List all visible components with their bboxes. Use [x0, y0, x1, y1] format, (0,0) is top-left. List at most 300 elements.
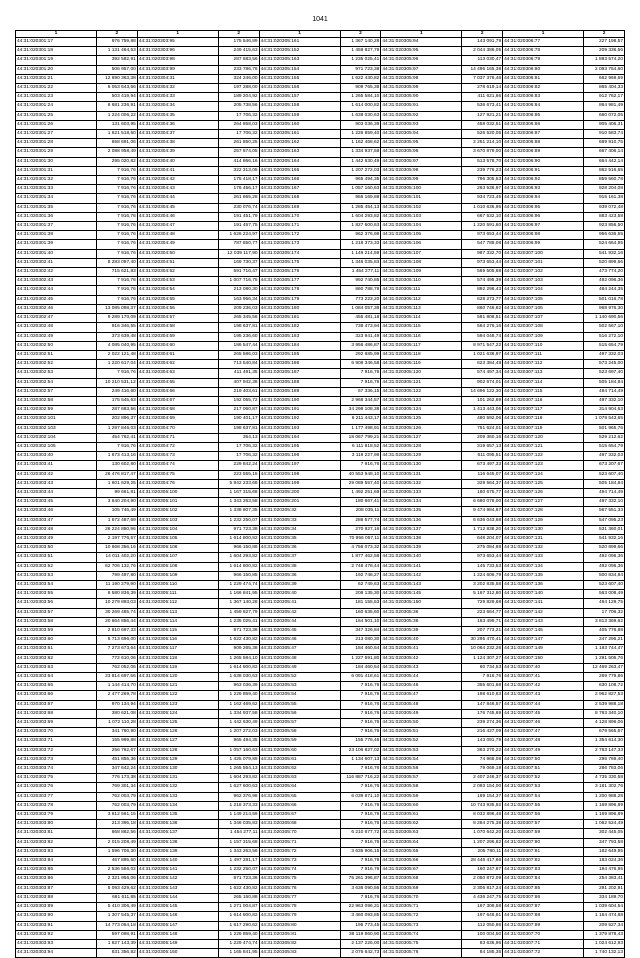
- value-cell: 8 284 275,38: [462, 820, 503, 829]
- value-cell: 323 941,49: [340, 332, 381, 341]
- value-cell: 928 204,08: [584, 185, 625, 194]
- cadastral-number-cell: 44:31:020305:111: [137, 590, 218, 599]
- cadastral-number-cell: 44:31:020301:38: [16, 231, 97, 240]
- value-cell: 229 842,24: [218, 461, 259, 470]
- value-cell: 970 134,94: [96, 700, 137, 709]
- cadastral-number-cell: 44:31:020307:140: [503, 590, 584, 599]
- cadastral-number-cell: 44:31:020304:47: [137, 222, 218, 231]
- value-cell: 1 614 800,82: [218, 663, 259, 672]
- cadastral-number-cell: 44:31:020306:83: [503, 93, 584, 102]
- cadastral-number-cell: 44:31:020305:155: [259, 74, 340, 83]
- cadastral-number-cell: 44:31:020307:86: [503, 893, 584, 902]
- value-cell: 2 810 697,33: [96, 627, 137, 636]
- value-cell: 34 298 108,38: [340, 406, 381, 415]
- value-cell: 1 062 524,49: [584, 820, 625, 829]
- value-cell: 205 738,56: [218, 102, 259, 111]
- value-cell: 524 664,95: [584, 240, 625, 249]
- column-header: 1: [16, 31, 97, 38]
- cadastral-number-cell: 44:31:020305:128: [381, 442, 462, 451]
- value-cell: 6 636 043,68: [462, 516, 503, 525]
- value-cell: 1 226 859,40: [218, 691, 259, 700]
- cadastral-number-cell: 44:31:020303:94: [16, 949, 97, 958]
- cadastral-number-cell: 44:31:020305:134: [381, 498, 462, 507]
- value-cell: 564 276,16: [462, 323, 503, 332]
- value-cell: 2 044 386,05: [462, 47, 503, 56]
- column-header: 2: [96, 31, 137, 38]
- cadastral-number-cell: 44:31:020305:57: [259, 719, 340, 728]
- value-cell: 1 617 290,62: [218, 921, 259, 930]
- cadastral-number-cell: 44:31:020304:54: [137, 286, 218, 295]
- value-cell: 1 622 430,82: [218, 884, 259, 893]
- value-cell: 492 096,36: [584, 562, 625, 571]
- value-cell: 1 604 293,82: [218, 774, 259, 783]
- value-cell: 6 111 818,52: [340, 442, 381, 451]
- value-cell: 581 808,51: [462, 314, 503, 323]
- value-cell: 183 024,36: [584, 857, 625, 866]
- value-cell: 455 481,18: [340, 314, 381, 323]
- cadastral-number-cell: 44:31:020305:185: [259, 350, 340, 359]
- value-cell: 7 273 673,64: [96, 645, 137, 654]
- value-cell: 1 164 474,68: [584, 912, 625, 921]
- cadastral-number-cell: 44:31:020307:102: [503, 268, 584, 277]
- table-row: [16, 930, 625, 939]
- value-cell: 7 916,76: [96, 203, 137, 212]
- cadastral-number-cell: 44:31:020305:192: [259, 415, 340, 424]
- cadastral-number-cell: 44:31:020305:148: [137, 930, 218, 939]
- cadastral-number-cell: 44:31:020303:79: [16, 811, 97, 820]
- value-cell: 1 601 629,25: [96, 479, 137, 488]
- value-cell: 175 418,17: [218, 176, 259, 185]
- value-cell: 7 916,76: [96, 194, 137, 203]
- value-cell: 10 668 356,16: [96, 544, 137, 553]
- table-row: [16, 829, 625, 838]
- cadastral-number-cell: 44:31:020305:38: [259, 562, 340, 571]
- value-cell: 5 167 312,80: [462, 590, 503, 599]
- column-header: 1: [503, 31, 584, 38]
- value-cell: 860 788,78: [340, 286, 381, 295]
- cadastral-number-cell: 44:31:020305:132: [137, 783, 218, 792]
- value-cell: 1 343 263,58: [218, 498, 259, 507]
- value-cell: 1 227 591,80: [340, 654, 381, 663]
- table-row: [16, 746, 625, 755]
- value-cell: 547 095,23: [584, 516, 625, 525]
- table-row: [16, 360, 625, 369]
- value-cell: 2 015 208,49: [96, 838, 137, 847]
- value-cell: 30 295 470,41: [462, 636, 503, 645]
- value-cell: 473 774,20: [584, 268, 625, 277]
- cadastral-number-cell: 44:31:020307:130: [503, 525, 584, 534]
- value-cell: 7 916,76: [96, 295, 137, 304]
- value-cell: 1 413 443,06: [462, 406, 503, 415]
- value-cell: 101 262,69: [462, 396, 503, 405]
- value-cell: 217 060,87: [218, 406, 259, 415]
- value-cell: 9 474 984,67: [462, 507, 503, 516]
- cadastral-number-cell: 44:31:020303:42: [16, 470, 97, 479]
- value-cell: 1 207 272,03: [218, 728, 259, 737]
- table-row: [16, 185, 625, 194]
- cadastral-number-cell: 44:31:020307:49: [503, 746, 584, 755]
- value-cell: 195 773,45: [340, 921, 381, 930]
- cadastral-number-cell: 44:31:020305:152: [259, 47, 340, 56]
- cadastral-number-cell: 44:31:020305:167: [259, 185, 340, 194]
- cadastral-number-cell: 44:31:020305:54: [381, 755, 462, 764]
- table-row: [16, 709, 625, 718]
- cadastral-number-cell: 44:31:020305:133: [137, 792, 218, 801]
- value-cell: 971 723,38: [340, 65, 381, 74]
- table-row: [16, 737, 625, 746]
- cadastral-number-cell: 44:31:020305:122: [381, 387, 462, 396]
- cadastral-number-cell: 44:31:020305:106: [137, 544, 218, 553]
- value-cell: 3 670 879,00: [462, 148, 503, 157]
- table-row: [16, 728, 625, 737]
- cadastral-number-cell: 44:31:020301:21: [16, 74, 97, 83]
- cadastral-number-cell: 44:31:020301:19: [16, 56, 97, 65]
- value-cell: 1 265 554,13: [218, 765, 259, 774]
- cadastral-number-cell: 44:31:020305:101: [137, 498, 218, 507]
- value-cell: 883 423,58: [584, 212, 625, 221]
- cadastral-number-cell: 44:31:020305:44: [259, 617, 340, 626]
- value-cell: 147 846,57: [462, 700, 503, 709]
- table-row: [16, 176, 625, 185]
- value-cell: 2 407 246,37: [462, 774, 503, 783]
- cadastral-number-cell: 44:31:020305:135: [137, 811, 218, 820]
- cadastral-number-cell: 44:31:020307:82: [503, 857, 584, 866]
- value-cell: 197 288,00: [218, 84, 259, 93]
- value-cell: 903 036,39: [340, 120, 381, 129]
- cadastral-number-cell: 44:31:020305:90: [381, 93, 462, 102]
- table-row: [16, 277, 625, 286]
- table-row: [16, 921, 625, 930]
- cadastral-number-cell: 44:31:020305:186: [259, 360, 340, 369]
- value-cell: 1 367 140,28: [340, 38, 381, 47]
- cadastral-number-cell: 44:31:020305:175: [259, 258, 340, 267]
- table-row: [16, 341, 625, 350]
- value-cell: 7 916,76: [340, 857, 381, 866]
- cadastral-number-cell: 44:31:020305:81: [259, 930, 340, 939]
- cadastral-number-cell: 44:31:020303:68: [16, 709, 97, 718]
- cadastral-number-cell: 44:31:020305:100: [381, 185, 462, 194]
- cadastral-number-cell: 44:31:020301:24: [16, 102, 97, 111]
- value-cell: 751 624,01: [462, 424, 503, 433]
- value-cell: 2 093 154,00: [462, 783, 503, 792]
- value-cell: 8 032 896,48: [462, 811, 503, 820]
- value-cell: 286 577,74: [340, 516, 381, 525]
- value-cell: 1 614 000,82: [340, 102, 381, 111]
- value-cell: 143 091,79: [462, 737, 503, 746]
- value-cell: 660 072,05: [584, 111, 625, 120]
- cadastral-number-cell: 44:31:020305:102: [137, 507, 218, 516]
- value-cell: 526 520,05: [462, 130, 503, 139]
- cadastral-number-cell: 44:31:020302:57: [16, 387, 97, 396]
- value-cell: 14 011 402,20: [96, 553, 137, 562]
- cadastral-number-cell: 44:31:020305:168: [259, 194, 340, 203]
- cadastral-number-cell: 44:31:020305:112: [137, 599, 218, 608]
- value-cell: 7 916,76: [340, 765, 381, 774]
- cadastral-number-cell: 44:31:020305:49: [259, 663, 340, 672]
- cadastral-number-cell: 44:31:020305:115: [381, 323, 462, 332]
- value-cell: 3 181 302,76: [584, 783, 625, 792]
- value-cell: 62 706 132,76: [96, 562, 137, 571]
- value-cell: 1 232 250,07: [218, 516, 259, 525]
- value-cell: 1 007 716,75: [218, 277, 259, 286]
- cadastral-number-cell: 44:31:020306:78: [503, 47, 584, 56]
- column-header: 2: [340, 31, 381, 38]
- value-cell: 7 916,76: [340, 783, 381, 792]
- value-cell: 1 596 706,30: [96, 847, 137, 856]
- cadastral-number-cell: 44:31:020304:67: [137, 396, 218, 405]
- cadastral-number-cell: 44:31:020305:61: [259, 755, 340, 764]
- cadastral-number-cell: 44:31:020307:142: [503, 608, 584, 617]
- value-cell: 75 261 396,87: [340, 875, 381, 884]
- value-cell: 1 827 143,39: [96, 939, 137, 948]
- cadastral-number-cell: 44:31:020303:83: [16, 847, 97, 856]
- value-cell: 1 131 464,53: [96, 47, 137, 56]
- value-cell: 909 265,38: [218, 645, 259, 654]
- value-cell: 392 582,91: [96, 56, 137, 65]
- value-cell: 480 592,06: [462, 415, 503, 424]
- value-cell: 1 218 373,33: [340, 240, 381, 249]
- value-cell: 181 155,53: [340, 599, 381, 608]
- cadastral-number-cell: 44:31:020301:32: [16, 176, 97, 185]
- value-cell: 26 224 850,96: [96, 525, 137, 534]
- value-cell: 8 283 097,40: [96, 258, 137, 267]
- value-cell: 275 084,88: [462, 544, 503, 553]
- cadastral-number-cell: 44:31:020303:52: [16, 562, 97, 571]
- page-number: 1041: [312, 16, 328, 23]
- cadastral-number-cell: 44:31:020305:76: [381, 949, 462, 958]
- table-row: [16, 838, 625, 847]
- table-row: [16, 636, 625, 645]
- value-cell: 630 108,72: [584, 682, 625, 691]
- value-cell: 541 932,16: [584, 534, 625, 543]
- value-cell: 6 681 236,91: [96, 102, 137, 111]
- table-row: [16, 663, 625, 672]
- cadastral-number-cell: 44:31:020304:65: [137, 378, 218, 387]
- value-cell: 7 916,76: [340, 893, 381, 902]
- value-cell: 7 916,76: [96, 249, 137, 258]
- table-row: [16, 783, 625, 792]
- value-cell: 515 654,79: [584, 341, 625, 350]
- value-cell: 1 338 807,35: [218, 507, 259, 516]
- value-cell: 547 788,08: [462, 240, 503, 249]
- value-cell: 2 137 226,00: [340, 939, 381, 948]
- cadastral-number-cell: 44:31:020305:50: [381, 719, 462, 728]
- cadastral-number-cell: 44:31:020305:115: [137, 627, 218, 636]
- cadastral-number-cell: 44:31:020305:118: [137, 654, 218, 663]
- cadastral-number-cell: 44:31:020307:129: [503, 516, 584, 525]
- table-row: [16, 553, 625, 562]
- table-row: [16, 939, 625, 948]
- table-row: [16, 801, 625, 810]
- cadastral-number-cell: 44:31:020304:38: [137, 139, 218, 148]
- value-cell: 1 162 468,62: [340, 139, 381, 148]
- value-cell: 1 232 250,07: [218, 866, 259, 875]
- cadastral-number-cell: 44:31:020305:53: [381, 746, 462, 755]
- cadastral-number-cell: 44:31:020305:66: [381, 857, 462, 866]
- value-cell: 563 008,49: [584, 590, 625, 599]
- value-cell: 1 140 690,56: [584, 314, 625, 323]
- cadastral-number-cell: 44:31:020302:103: [16, 424, 97, 433]
- table-row: [16, 949, 625, 958]
- cadastral-number-cell: 44:31:020304:72: [137, 442, 218, 451]
- cadastral-number-cell: 44:31:020305:59: [259, 737, 340, 746]
- cadastral-number-cell: 44:31:020306:87: [503, 130, 584, 139]
- value-cell: 208 035,11: [340, 507, 381, 516]
- cadastral-number-cell: 44:31:020303:78: [16, 801, 97, 810]
- cadastral-number-cell: 44:31:020305:140: [381, 553, 462, 562]
- cadastral-number-cell: 44:31:020304:73: [137, 452, 218, 461]
- table-row: [16, 903, 625, 912]
- cadastral-number-cell: 44:31:020305:134: [137, 801, 218, 810]
- cadastral-number-cell: 44:31:020307:83: [503, 866, 584, 875]
- cadastral-number-cell: 44:31:020307:120: [503, 433, 584, 442]
- cadastral-number-cell: 44:31:020306:86: [503, 120, 584, 129]
- cadastral-number-cell: 44:31:020305:150: [381, 599, 462, 608]
- cadastral-number-cell: 44:31:020306:82: [503, 84, 584, 93]
- table-row: [16, 378, 625, 387]
- cadastral-number-cell: 44:31:020305:69: [381, 884, 462, 893]
- cadastral-number-cell: 44:31:020307:42: [503, 682, 584, 691]
- value-cell: 628 273,77: [462, 295, 503, 304]
- cadastral-number-cell: 44:31:020303:86: [16, 875, 97, 884]
- value-cell: 83 636,96: [462, 939, 503, 948]
- value-cell: 254 383,41: [584, 875, 625, 884]
- value-cell: 363 270,22: [462, 746, 503, 755]
- value-cell: 191 457,75: [218, 222, 259, 231]
- value-cell: 865 404,33: [584, 84, 625, 93]
- cadastral-number-cell: 44:31:020303:53: [16, 571, 97, 580]
- cadastral-number-cell: 44:31:020307:104: [503, 286, 584, 295]
- value-cell: 2 022 121,48: [96, 350, 137, 359]
- cadastral-number-cell: 44:31:020305:37: [259, 553, 340, 562]
- value-cell: 1 220 591,60: [462, 222, 503, 231]
- value-cell: 762 003,79: [96, 792, 137, 801]
- cadastral-number-cell: 44:31:020307:149: [503, 645, 584, 654]
- cadastral-number-cell: 44:31:020303:61: [16, 645, 97, 654]
- cadastral-number-cell: 44:31:020307:136: [503, 580, 584, 589]
- column-header: 2: [218, 31, 259, 38]
- table-row: [16, 470, 625, 479]
- value-cell: 506 957,00: [96, 65, 137, 74]
- value-cell: 467 895,50: [96, 857, 137, 866]
- cadastral-number-cell: 44:31:020305:75: [259, 875, 340, 884]
- cadastral-number-cell: 44:31:020305:40: [381, 636, 462, 645]
- cadastral-number-cell: 44:31:020301:26: [16, 120, 97, 129]
- value-cell: 17 706,32: [218, 442, 259, 451]
- value-cell: 1 079 543,65: [584, 415, 625, 424]
- cadastral-number-cell: 44:31:020307:81: [503, 847, 584, 856]
- column-header: 1: [381, 31, 462, 38]
- value-cell: 28 446 417,66: [462, 857, 503, 866]
- value-cell: 4 128 896,06: [584, 719, 625, 728]
- cadastral-number-cell: 44:31:020307:56: [503, 811, 584, 820]
- cadastral-number-cell: 44:31:020307:51: [503, 765, 584, 774]
- cadastral-number-cell: 44:31:020304:59: [137, 332, 218, 341]
- cadastral-number-cell: 44:31:020304:53: [137, 277, 218, 286]
- value-cell: 6 908 346,58: [340, 360, 381, 369]
- value-cell: 458 032,51: [462, 120, 503, 129]
- value-cell: 7 916,76: [340, 728, 381, 737]
- cadastral-number-cell: 44:31:020307:123: [503, 461, 584, 470]
- value-cell: 3 640 204,90: [96, 498, 137, 507]
- value-cell: 256 762,67: [96, 746, 137, 755]
- cadastral-number-cell: 44:31:020305:138: [137, 838, 218, 847]
- cadastral-number-cell: 44:31:020305:166: [259, 176, 340, 185]
- value-cell: 163 499,71: [462, 617, 503, 626]
- value-cell: 7 037 376,46: [462, 74, 503, 83]
- cadastral-number-cell: 44:31:020304:34: [137, 102, 218, 111]
- column-header: 1: [259, 31, 340, 38]
- value-cell: 591 716,47: [218, 268, 259, 277]
- value-cell: 4 735 330,58: [584, 774, 625, 783]
- cadastral-number-cell: 44:31:020301:25: [16, 111, 97, 120]
- table-row: [16, 268, 625, 277]
- cadastral-number-cell: 44:31:020302:49: [16, 332, 97, 341]
- cadastral-number-cell: 44:31:020304:40: [137, 157, 218, 166]
- value-cell: 715 621,83: [96, 268, 137, 277]
- value-cell: 286 783,06: [584, 765, 625, 774]
- cadastral-number-cell: 44:31:020305:70: [381, 893, 462, 902]
- value-cell: 934 723,45: [462, 194, 503, 203]
- value-cell: 20 664 856,44: [96, 617, 137, 626]
- cadastral-number-cell: 44:31:020306:80: [503, 65, 584, 74]
- cadastral-number-cell: 44:31:020307:119: [503, 424, 584, 433]
- value-cell: 302 445,05: [584, 829, 625, 838]
- cadastral-number-cell: 44:31:020307:128: [503, 507, 584, 516]
- cadastral-number-cell: 44:31:020305:77: [259, 893, 340, 902]
- cadastral-number-cell: 44:31:020305:36: [381, 608, 462, 617]
- cadastral-number-cell: 44:31:020305:47: [259, 645, 340, 654]
- value-cell: 1 084 057,38: [340, 304, 381, 313]
- cadastral-number-cell: 44:31:020305:145: [137, 903, 218, 912]
- cadastral-number-cell: 44:31:020307:141: [503, 599, 584, 608]
- cadastral-number-cell: 44:31:020305:63: [381, 829, 462, 838]
- value-cell: 1 354 614,30: [584, 737, 625, 746]
- table-row: [16, 286, 625, 295]
- cadastral-number-cell: 44:31:020304:50: [137, 249, 218, 258]
- value-cell: 145 733,53: [462, 562, 503, 571]
- value-cell: 3 202 835,58: [462, 580, 503, 589]
- value-cell: 1 712 838,20: [462, 525, 503, 534]
- value-cell: 1 297 846,03: [96, 424, 137, 433]
- cadastral-number-cell: 44:31:020305:56: [381, 765, 462, 774]
- cadastral-number-cell: 44:31:020302:42: [16, 268, 97, 277]
- value-cell: 216 427,09: [462, 728, 503, 737]
- value-cell: 319 657,13: [462, 442, 503, 451]
- value-cell: 334 189,70: [584, 893, 625, 902]
- cadastral-number-cell: 44:31:020305:52: [259, 673, 340, 682]
- cadastral-number-cell: 44:31:020305:99: [381, 84, 462, 93]
- value-cell: 195 236,60: [218, 332, 259, 341]
- cadastral-number-cell: 44:31:020305:39: [381, 627, 462, 636]
- cadastral-number-cell: 44:31:020305:36: [259, 544, 340, 553]
- value-cell: 1 021 636,97: [462, 350, 503, 359]
- cadastral-number-cell: 44:31:020305:199: [259, 479, 340, 488]
- cadastral-number-cell: 44:31:020302:44: [16, 286, 97, 295]
- value-cell: 169 730,37: [218, 258, 259, 267]
- value-cell: 213 080,30: [218, 286, 259, 295]
- cadastral-number-cell: 44:31:020307:45: [503, 709, 584, 718]
- cadastral-number-cell: 44:31:020307:133: [503, 553, 584, 562]
- cadastral-number-cell: 44:31:020301:37: [16, 222, 97, 231]
- value-cell: 1 604 293,82: [340, 212, 381, 221]
- value-cell: 1 877 462,58: [340, 553, 381, 562]
- cadastral-number-cell: 44:31:020305:107: [381, 249, 462, 258]
- value-cell: 324 246,00: [218, 74, 259, 83]
- cadastral-number-cell: 44:31:020303:48: [16, 525, 97, 534]
- value-cell: 1 622 430,82: [340, 74, 381, 83]
- cadastral-number-cell: 44:31:020301:34: [16, 194, 97, 203]
